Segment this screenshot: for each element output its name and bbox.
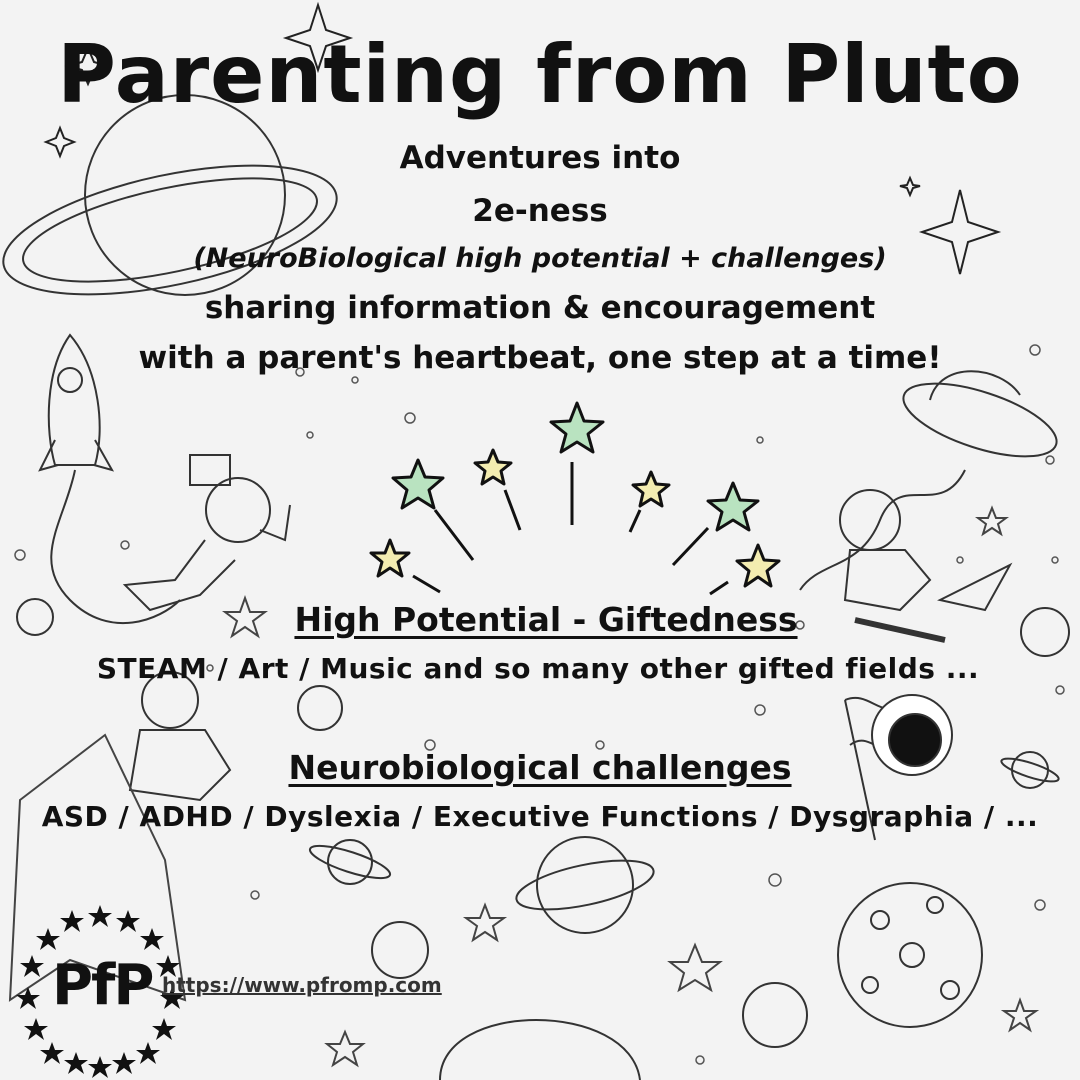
rocket-icon [40, 335, 180, 623]
subtitle-parenthetical: (NeuroBiological high potential + challenges) [193, 243, 887, 274]
astronaut-flag-icon [838, 695, 982, 1027]
subtitle-line-2: 2e-ness [472, 193, 608, 229]
astronaut-reading-icon [125, 455, 290, 610]
tagline-line-1: sharing information & encouragement [204, 290, 876, 326]
star-icon [551, 403, 603, 452]
tagline-line-2: with a parent's heartbeat, one step at a time! [138, 340, 942, 376]
star-icon [737, 545, 779, 586]
astronaut-sitting-icon [10, 672, 230, 1000]
challenges-text: ASD / ADHD / Dyslexia / Executive Functions / Dysgraphia / ... [41, 800, 1039, 833]
gifted-heading: High Potential - Giftedness [294, 600, 798, 639]
logo: PfP [52, 953, 153, 1018]
subtitle-line-1: Adventures into [399, 140, 681, 176]
gifted-text: STEAM / Art / Music and so many other gifted fields ... [96, 652, 980, 685]
challenges-heading: Neurobiological challenges [288, 748, 792, 787]
star-icon [475, 450, 511, 484]
shooting-stars-group [371, 403, 779, 594]
star-icon [371, 540, 409, 576]
ufo-icon [800, 369, 1065, 590]
website-link[interactable]: https://www.pfromp.com [162, 973, 442, 997]
star-icon [633, 472, 669, 506]
star-icon [708, 483, 758, 530]
page-title: Parenting from Pluto [57, 28, 1023, 121]
star-icon [393, 460, 443, 508]
